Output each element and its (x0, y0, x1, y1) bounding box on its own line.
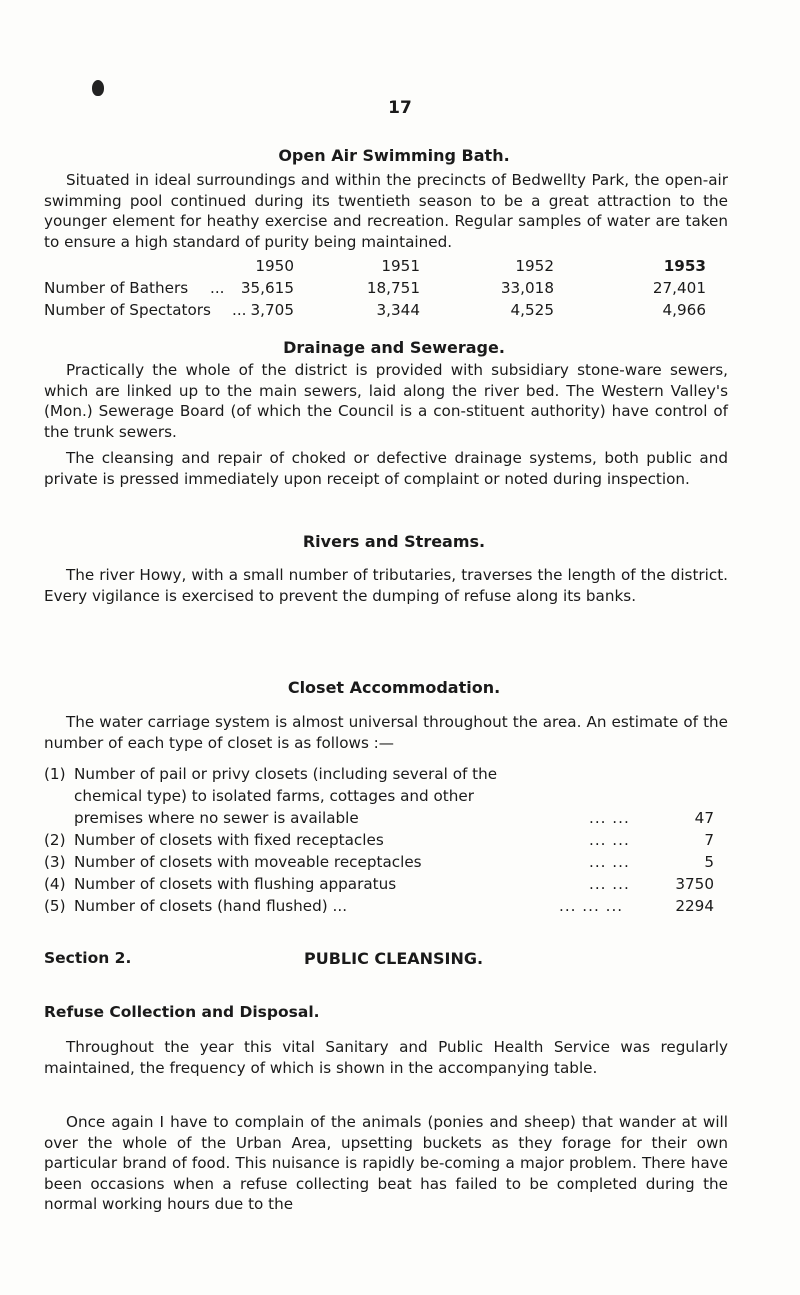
item-dots: ... ... ... (559, 897, 624, 915)
ink-blot (92, 80, 104, 96)
closet-item-1-line-3 (44, 809, 714, 831)
closet-item-2 (44, 831, 714, 853)
item-dots: ... ... (589, 831, 630, 849)
row-dots: ... (232, 301, 247, 319)
swim-row-bathers (44, 279, 744, 301)
row-label: Number of Spectators (44, 301, 211, 319)
item-value: 7 (704, 831, 714, 849)
bathers-1953: 27,401 (652, 279, 706, 297)
closet-item-5 (44, 897, 714, 919)
item-value: 47 (694, 809, 714, 827)
row-dots: ... (210, 279, 225, 297)
refuse-paragraph-2: Once again I have to complain of the animals (ponies and sheep) that wander at will over the whole of the Urban Area, upsetting buckets as they forage for their own particular brand of food. This nuisance is rapidly be-coming a major problem. There have been occasions when a refuse collecting beat has failed to be completed during the normal working hours due to the (44, 1113, 728, 1213)
public-cleansing-heading: PUBLIC CLEANSING. (304, 949, 484, 968)
item-text: Number of closets with fixed receptacles (74, 831, 384, 849)
item-number: (1) (44, 765, 66, 783)
swimming-bath-paragraph: Situated in ideal surroundings and within the precincts of Bedwellty Park, the open-air swimming pool continued during its twentieth season to be a great attraction to the younger element for heathy exercise and recreation. Regular samples of water are taken to ensure a high standard of purity being maintained. (44, 171, 728, 251)
item-dots: ... ... (589, 853, 630, 871)
closet-heading: Closet Accommodation. (287, 678, 501, 697)
item-text: premises where no sewer is available (74, 809, 359, 827)
year-1950: 1950 (255, 257, 294, 275)
closet-item-4 (44, 875, 714, 897)
rivers-paragraph: The river Howy, with a small number of tributaries, traverses the length of the district. Every vigilance is exercised to prevent the dumping of refuse along its banks. (44, 566, 728, 605)
item-text: Number of pail or privy closets (including several of the (74, 765, 498, 783)
swimming-bath-heading: Open Air Swimming Bath. (278, 146, 510, 165)
item-value: 2294 (675, 897, 714, 915)
item-value: 3750 (675, 875, 714, 893)
year-1953: 1953 (663, 257, 706, 275)
item-text: Number of closets (hand flushed) ... (74, 897, 348, 915)
item-number: (2) (44, 831, 66, 849)
refuse-collection-heading: Refuse Collection and Disposal. (44, 1003, 320, 1021)
item-dots: ... ... (589, 875, 630, 893)
item-value: 5 (704, 853, 714, 871)
bathers-1952: 33,018 (500, 279, 554, 297)
spectators-1952: 4,525 (510, 301, 554, 319)
bathers-1951: 18,751 (366, 279, 420, 297)
swim-table-header (44, 257, 744, 279)
item-number: (5) (44, 897, 66, 915)
bathers-1950: 35,615 (240, 279, 294, 297)
closet-item-3 (44, 853, 714, 875)
drainage-paragraph-2: The cleansing and repair of choked or defective drainage systems, both public and private is pressed immediately upon receipt of complaint or noted during inspection. (44, 449, 728, 488)
drainage-paragraph-1: Practically the whole of the district is provided with subsidiary stone-ware sewers, which are linked up to the main sewers, laid along the river bed. The Western Valley's (Mon.) Sewerage Board (of which the Council is a con-stituent authority) have control of the trunk sewers. (44, 361, 728, 441)
year-1951: 1951 (381, 257, 420, 275)
item-number: (3) (44, 853, 66, 871)
spectators-1951: 3,344 (376, 301, 420, 319)
item-text: Number of closets with moveable receptacles (74, 853, 422, 871)
item-text: chemical type) to isolated farms, cottages and other (74, 787, 474, 805)
spectators-1950: 3,705 (250, 301, 294, 319)
rivers-heading: Rivers and Streams. (302, 532, 486, 551)
swim-row-spectators (44, 301, 744, 323)
closet-item-1-line-2 (44, 787, 714, 809)
page-number: 17 (388, 98, 412, 118)
section-label: Section 2. (44, 949, 132, 967)
drainage-heading: Drainage and Sewerage. (283, 338, 505, 357)
spectators-1953: 4,966 (662, 301, 706, 319)
refuse-paragraph-1: Throughout the year this vital Sanitary and Public Health Service was regularly maintained, the frequency of which is shown in the accompanying table. (44, 1038, 728, 1077)
closet-paragraph: The water carriage system is almost universal throughout the area. An estimate of the number of each type of closet is as follows :— (44, 713, 728, 752)
closet-item-1-line-1 (44, 765, 714, 787)
item-dots: ... ... (589, 809, 630, 827)
item-number: (4) (44, 875, 66, 893)
row-label: Number of Bathers (44, 279, 189, 297)
year-1952: 1952 (515, 257, 554, 275)
item-text: Number of closets with flushing apparatus (74, 875, 397, 893)
